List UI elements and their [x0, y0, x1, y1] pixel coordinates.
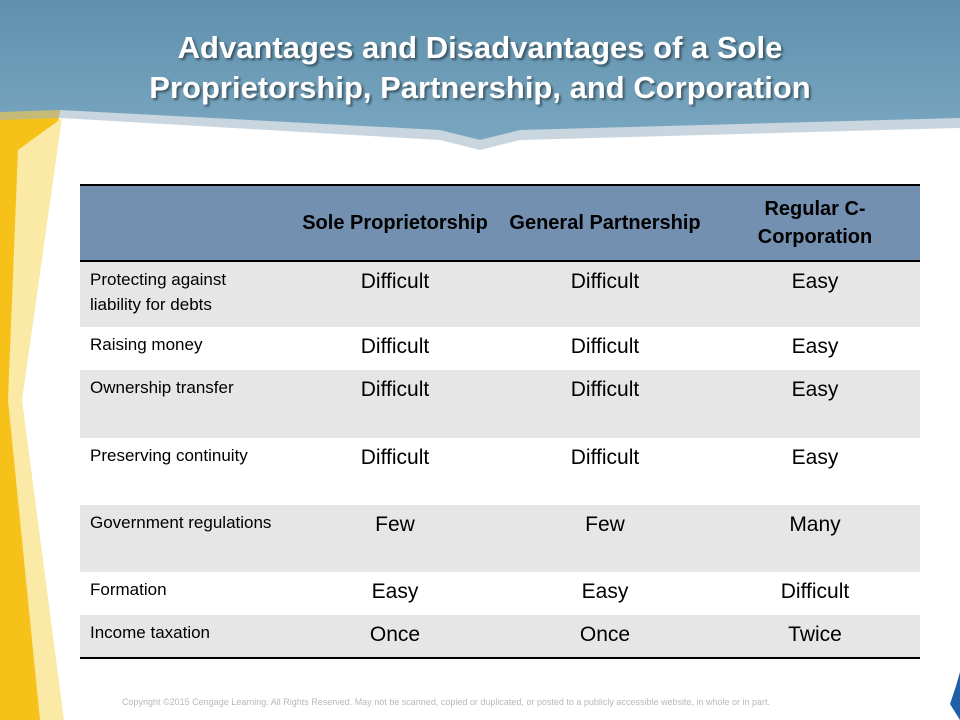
table-cell: Difficult — [290, 438, 500, 505]
table-cell: Once — [290, 615, 500, 658]
header-cell-sole-proprietorship: Sole Proprietorship — [290, 185, 500, 261]
row-label: Government regulations — [80, 505, 290, 572]
table-row — [80, 572, 920, 615]
copyright-notice: Copyright ©2015 Cengage Learning. All Rights Reserved. May not be scanned, copied or duplicated, or posted to a publicly accessible website, in whole or in part. — [122, 697, 771, 707]
table-row — [80, 370, 920, 438]
comparison-table — [80, 184, 920, 659]
table-cell: Difficult — [710, 572, 920, 615]
header-cell-c-corporation: Regular C-Corporation — [710, 185, 920, 261]
row-label: Raising money — [80, 327, 290, 370]
corner-logo-mark — [944, 672, 960, 720]
slide-title — [60, 28, 900, 108]
table-cell: Many — [710, 505, 920, 572]
table-row — [80, 327, 920, 370]
row-label: Ownership transfer — [80, 370, 290, 438]
table-header-row — [80, 185, 920, 261]
table-cell: Easy — [710, 261, 920, 327]
table-cell: Easy — [500, 572, 710, 615]
slide-title-line-2: Proprietorship, Partnership, and Corporation — [149, 70, 811, 105]
table-row — [80, 615, 920, 658]
table-row — [80, 438, 920, 505]
table-cell: Easy — [710, 327, 920, 370]
row-label: Formation — [80, 572, 290, 615]
table-cell: Difficult — [290, 370, 500, 438]
table-cell: Easy — [290, 572, 500, 615]
table-cell: Difficult — [500, 261, 710, 327]
table-row — [80, 505, 920, 572]
row-label: Preserving continuity — [80, 438, 290, 505]
table-cell: Difficult — [500, 438, 710, 505]
header-cell-blank — [80, 185, 290, 261]
row-label: Income taxation — [80, 615, 290, 658]
table-row — [80, 261, 920, 327]
table-cell: Difficult — [500, 370, 710, 438]
table-cell: Few — [500, 505, 710, 572]
table-cell: Difficult — [290, 261, 500, 327]
slide-title-line-1: Advantages and Disadvantages of a Sole — [177, 30, 783, 65]
table-cell: Easy — [710, 438, 920, 505]
table-cell: Difficult — [290, 327, 500, 370]
table-cell: Twice — [710, 615, 920, 658]
table-cell: Difficult — [500, 327, 710, 370]
table-cell: Easy — [710, 370, 920, 438]
table-cell: Few — [290, 505, 500, 572]
table-cell: Once — [500, 615, 710, 658]
header-cell-general-partnership: General Partnership — [500, 185, 710, 261]
row-label: Protecting against liability for debts — [80, 261, 290, 327]
